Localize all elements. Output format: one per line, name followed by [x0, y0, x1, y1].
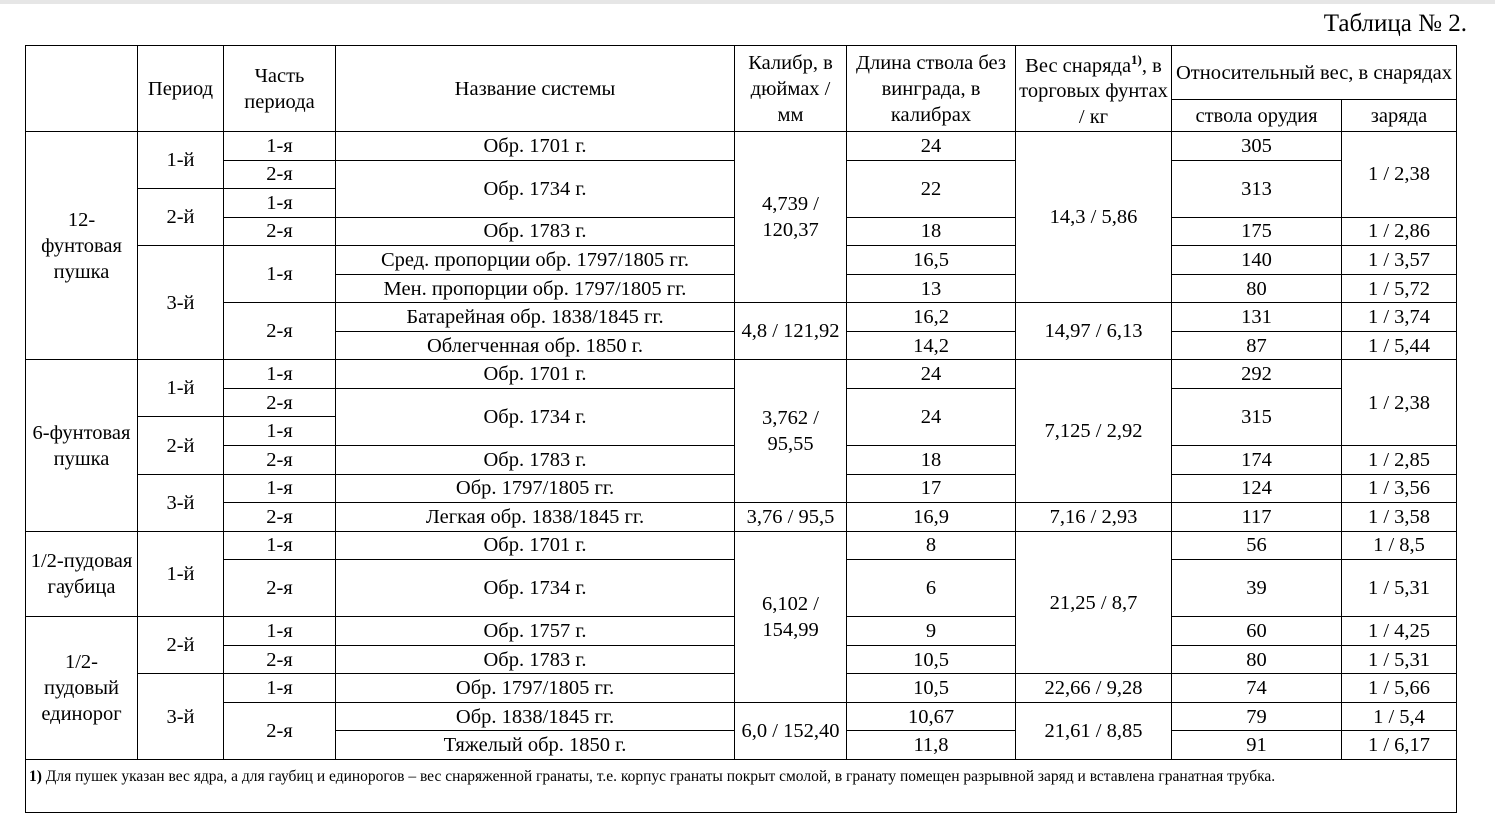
- charge-cell: 1 / 5,31: [1342, 645, 1457, 674]
- length-cell: 13: [847, 274, 1016, 303]
- header-caliber: Калибр, в дюймах / мм: [735, 46, 847, 132]
- length-cell: 11,8: [847, 731, 1016, 760]
- length-cell: 8: [847, 531, 1016, 560]
- period-cell: 1-й: [138, 360, 224, 417]
- period-cell: 3-й: [138, 246, 224, 360]
- name-cell: Обр. 1701 г.: [336, 531, 735, 560]
- length-cell: 18: [847, 217, 1016, 246]
- part-cell: 2-я: [224, 388, 336, 417]
- name-cell: Легкая обр. 1838/1845 гг.: [336, 503, 735, 532]
- caliber-cell: 3,762 / 95,55: [735, 360, 847, 503]
- period-cell: 2-й: [138, 189, 224, 246]
- part-cell: 1-я: [224, 246, 336, 303]
- barrel-cell: 292: [1172, 360, 1342, 389]
- part-cell: 1-я: [224, 132, 336, 161]
- name-cell: Облегченная обр. 1850 г.: [336, 331, 735, 360]
- barrel-cell: 91: [1172, 731, 1342, 760]
- name-cell: Тяжелый обр. 1850 г.: [336, 731, 735, 760]
- name-cell: Обр. 1797/1805 гг.: [336, 674, 735, 703]
- caliber-cell: 4,8 / 121,92: [735, 303, 847, 360]
- footnote-row: [26, 760, 1457, 813]
- length-cell: 22: [847, 160, 1016, 217]
- footnote-text: Для пушек указан вес ядра, а для гаубиц и единорогов – вес снаряженной гранаты, т.е. корпус гранаты покрыт смолой, в гранату помещен разрывной заряд и вставлена гранатная трубка.: [41, 768, 1276, 786]
- length-cell: 14,2: [847, 331, 1016, 360]
- part-cell: 2-я: [224, 217, 336, 246]
- name-cell: Батарейная обр. 1838/1845 гг.: [336, 303, 735, 332]
- length-cell: 9: [847, 617, 1016, 646]
- part-cell: 1-я: [224, 617, 336, 646]
- name-cell: Обр. 1838/1845 гг.: [336, 702, 735, 731]
- name-cell: Сред. пропорции обр. 1797/1805 гг.: [336, 246, 735, 275]
- artillery-table: [25, 45, 1457, 813]
- header-weapon: [26, 46, 138, 132]
- header-part: Часть периода: [224, 46, 336, 132]
- barrel-cell: 313: [1172, 160, 1342, 217]
- table-row: [26, 132, 1457, 161]
- barrel-cell: 131: [1172, 303, 1342, 332]
- name-cell: Обр. 1757 г.: [336, 617, 735, 646]
- charge-cell: 1 / 6,17: [1342, 731, 1457, 760]
- length-cell: 10,67: [847, 702, 1016, 731]
- caliber-cell: 4,739 / 120,37: [735, 132, 847, 303]
- barrel-cell: 175: [1172, 217, 1342, 246]
- barrel-cell: 124: [1172, 474, 1342, 503]
- weight-cell: 7,125 / 2,92: [1016, 360, 1172, 503]
- part-cell: 1-я: [224, 189, 336, 218]
- charge-cell: 1 / 2,85: [1342, 446, 1457, 475]
- weight-cell: 21,25 / 8,7: [1016, 531, 1172, 674]
- top-bar: [0, 0, 1495, 4]
- name-cell: Обр. 1734 г.: [336, 160, 735, 217]
- caliber-cell: 3,76 / 95,5: [735, 503, 847, 532]
- table-row: [26, 531, 1457, 560]
- charge-cell: 1 / 2,38: [1342, 360, 1457, 446]
- footnote-mark: 1): [29, 768, 42, 786]
- part-cell: 2-я: [224, 160, 336, 189]
- charge-cell: 1 / 3,74: [1342, 303, 1457, 332]
- period-cell: 2-й: [138, 417, 224, 474]
- period-cell: 1-й: [138, 132, 224, 189]
- length-cell: 18: [847, 446, 1016, 475]
- charge-cell: 1 / 4,25: [1342, 617, 1457, 646]
- barrel-cell: 87: [1172, 331, 1342, 360]
- period-cell: 2-й: [138, 617, 224, 674]
- header-charge: заряда: [1342, 100, 1457, 132]
- charge-cell: 1 / 3,58: [1342, 503, 1457, 532]
- length-cell: 16,9: [847, 503, 1016, 532]
- barrel-cell: 80: [1172, 645, 1342, 674]
- name-cell: Обр. 1783 г.: [336, 217, 735, 246]
- header-weight-rest: , в торговых фунтах / кг: [1019, 54, 1168, 129]
- part-cell: 1-я: [224, 474, 336, 503]
- length-cell: 16,2: [847, 303, 1016, 332]
- part-cell: 2-я: [224, 303, 336, 360]
- weight-cell: 7,16 / 2,93: [1016, 503, 1172, 532]
- name-cell: Обр. 1701 г.: [336, 360, 735, 389]
- barrel-cell: 39: [1172, 560, 1342, 617]
- table-row: [26, 303, 1457, 332]
- name-cell: Обр. 1783 г.: [336, 645, 735, 674]
- charge-cell: 1 / 5,66: [1342, 674, 1457, 703]
- length-cell: 16,5: [847, 246, 1016, 275]
- part-cell: 2-я: [224, 702, 336, 759]
- part-cell: 1-я: [224, 417, 336, 446]
- part-cell: 1-я: [224, 531, 336, 560]
- weapon-cell: 12-фунтовая пушка: [26, 132, 138, 360]
- header-period: Период: [138, 46, 224, 132]
- part-cell: 2-я: [224, 645, 336, 674]
- barrel-cell: 305: [1172, 132, 1342, 161]
- header-length: Длина ствола без винграда, в калибрах: [847, 46, 1016, 132]
- name-cell: Обр. 1734 г.: [336, 560, 735, 617]
- part-cell: 1-я: [224, 674, 336, 703]
- barrel-cell: 56: [1172, 531, 1342, 560]
- charge-cell: 1 / 5,31: [1342, 560, 1457, 617]
- period-cell: 3-й: [138, 674, 224, 760]
- part-cell: 1-я: [224, 360, 336, 389]
- charge-cell: 1 / 3,57: [1342, 246, 1457, 275]
- name-cell: Обр. 1701 г.: [336, 132, 735, 161]
- caliber-cell: 6,0 / 152,40: [735, 702, 847, 759]
- weight-cell: 14,3 / 5,86: [1016, 132, 1172, 303]
- header-relative: Относительный вес, в снарядах: [1172, 46, 1457, 100]
- barrel-cell: 60: [1172, 617, 1342, 646]
- charge-cell: 1 / 2,86: [1342, 217, 1457, 246]
- charge-cell: 1 / 2,38: [1342, 132, 1457, 218]
- charge-cell: 1 / 8,5: [1342, 531, 1457, 560]
- header-weight: [1016, 46, 1172, 132]
- table-row: [26, 702, 1457, 731]
- header-barrel: ствола орудия: [1172, 100, 1342, 132]
- part-cell: 2-я: [224, 503, 336, 532]
- weight-cell: 21,61 / 8,85: [1016, 702, 1172, 759]
- table-row: [26, 503, 1457, 532]
- length-cell: 6: [847, 560, 1016, 617]
- header-weight-label: Вес снаряда: [1025, 54, 1132, 77]
- table-title: Таблица № 2.: [1323, 10, 1467, 37]
- table-row: [26, 360, 1457, 389]
- length-cell: 10,5: [847, 645, 1016, 674]
- name-cell: Обр. 1797/1805 гг.: [336, 474, 735, 503]
- footnote-ref: 1): [1131, 51, 1142, 67]
- charge-cell: 1 / 5,72: [1342, 274, 1457, 303]
- length-cell: 10,5: [847, 674, 1016, 703]
- length-cell: 24: [847, 388, 1016, 445]
- part-cell: 2-я: [224, 560, 336, 617]
- barrel-cell: 315: [1172, 388, 1342, 445]
- barrel-cell: 80: [1172, 274, 1342, 303]
- barrel-cell: 79: [1172, 702, 1342, 731]
- charge-cell: 1 / 5,4: [1342, 702, 1457, 731]
- length-cell: 17: [847, 474, 1016, 503]
- name-cell: Мен. пропорции обр. 1797/1805 гг.: [336, 274, 735, 303]
- barrel-cell: 174: [1172, 446, 1342, 475]
- caliber-cell: 6,102 / 154,99: [735, 531, 847, 702]
- footnote: [26, 760, 1457, 813]
- length-cell: 24: [847, 360, 1016, 389]
- weapon-cell: 1/2-пудовая гаубица: [26, 531, 138, 617]
- weapon-cell: 6-фунтовая пушка: [26, 360, 138, 531]
- barrel-cell: 140: [1172, 246, 1342, 275]
- length-cell: 24: [847, 132, 1016, 161]
- weight-cell: 14,97 / 6,13: [1016, 303, 1172, 360]
- barrel-cell: 74: [1172, 674, 1342, 703]
- part-cell: 2-я: [224, 446, 336, 475]
- name-cell: Обр. 1783 г.: [336, 446, 735, 475]
- charge-cell: 1 / 3,56: [1342, 474, 1457, 503]
- period-cell: 3-й: [138, 474, 224, 531]
- barrel-cell: 117: [1172, 503, 1342, 532]
- charge-cell: 1 / 5,44: [1342, 331, 1457, 360]
- weight-cell: 22,66 / 9,28: [1016, 674, 1172, 703]
- period-cell: 1-й: [138, 531, 224, 617]
- header-name: Название системы: [336, 46, 735, 132]
- name-cell: Обр. 1734 г.: [336, 388, 735, 445]
- weapon-cell: 1/2-пудовый единорог: [26, 617, 138, 760]
